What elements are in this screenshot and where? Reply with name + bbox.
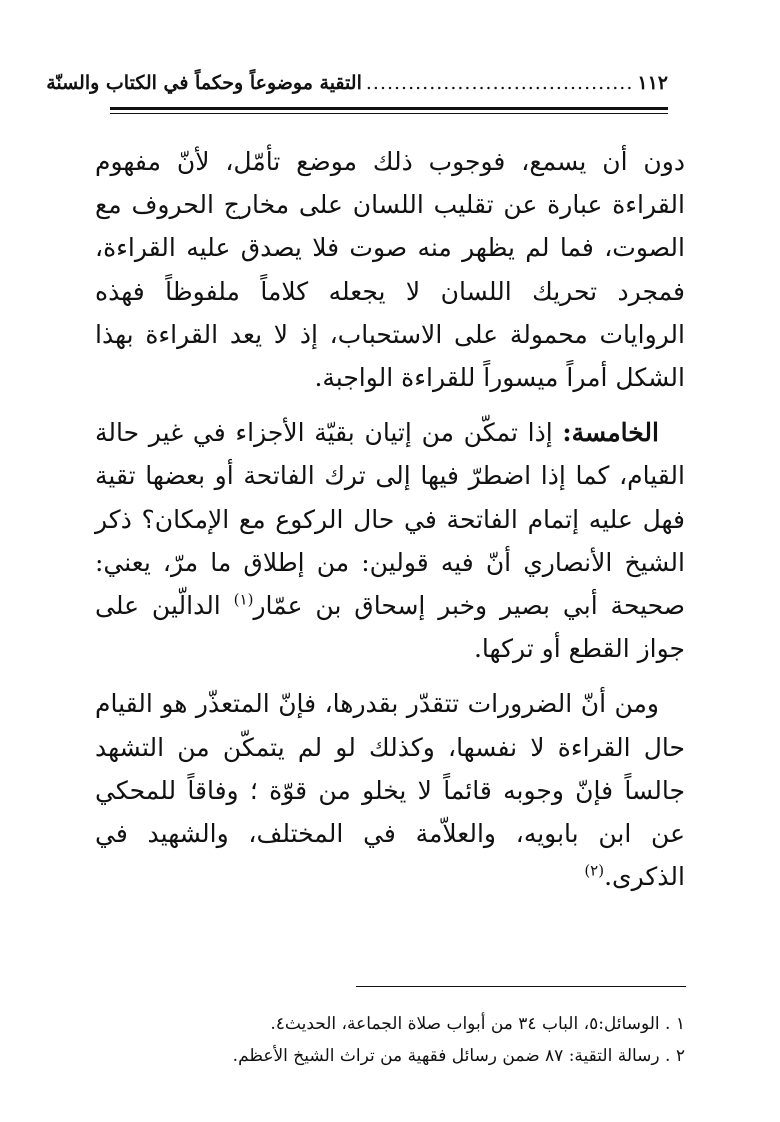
paragraph-lead-term: الخامسة: — [562, 418, 659, 448]
footnote-2: ٢ . رسالة التقية: ٨٧ ضمن رسائل فقهية من تراث الشيخ الأعظم. — [232, 1046, 685, 1066]
paragraph-2-text-a: إذا تمكّن من إتيان بقيّة الأجزاء في غير حالة القيام، كما إذا اضطرّ فيها إلى ترك الفاتحة أو بعضها تقية فهل عليه إتمام الفاتحة في حال الركوع مع الإمكان؟ ذكر الشيخ الأنصاري أنّ فيه قولين: من إطلاق ما مرّ، يعني: صحيحة أبي بصير وخبر إسحاق بن عمّار — [95, 418, 686, 621]
paragraph-1: دون أن يسمع، فوجوب ذلك موضع تأمّل، لأنّ مفهوم القراءة عبارة عن تقليب اللسان على مخارج الحروف مع الصوت، فما لم يظهر منه صوت فلا يصدق عليه القراءة، فمجرد تحريك اللسان لا يجعله كلاماً ملفوظاً فهذه الروايات محمولة على الاستحباب، إذ لا يعد القراءة بهذا الشكل أمراً ميسوراً للقراءة الواجبة. — [95, 147, 685, 393]
running-header — [46, 66, 668, 100]
page-number: ١١٢ — [637, 72, 668, 94]
paragraph-2-text-b: الدالّين على جواز القطع أو تركها. — [95, 591, 685, 664]
paragraph-2 — [95, 411, 685, 670]
paragraph-3 — [95, 682, 685, 898]
running-title: التقية موضوعاً وحكماً في الكتاب والسنّة — [46, 72, 362, 94]
footnote-1: ١ . الوسائل:٥، الباب ٣٤ من أبواب صلاة الجماعة، الحديث٤. — [270, 1014, 685, 1034]
header-leader-dots: ...................................... — [365, 72, 634, 94]
footnote-ref-1[interactable]: (١) — [233, 590, 254, 609]
footnote-separator — [356, 986, 686, 987]
header-rule-thick — [110, 107, 668, 110]
paragraph-3-text: ومن أنّ الضرورات تتقدّر بقدرها، فإنّ المتعذّر هو القيام حال القراءة لا نفسها، وكذلك لو لم يتمكّن من التشهد جالساً فإنّ وجوبه قائماً لا يخلو من قوّة ؛ وفاقاً للمحكي عن ابن بابويه، والعلاّمة في المختلف، والشهيد في الذكرى. — [95, 689, 685, 892]
body-text — [95, 140, 685, 898]
header-rule-thin — [110, 113, 668, 114]
footnotes — [100, 1008, 685, 1072]
footnote-ref-2[interactable]: (٢) — [584, 861, 605, 880]
